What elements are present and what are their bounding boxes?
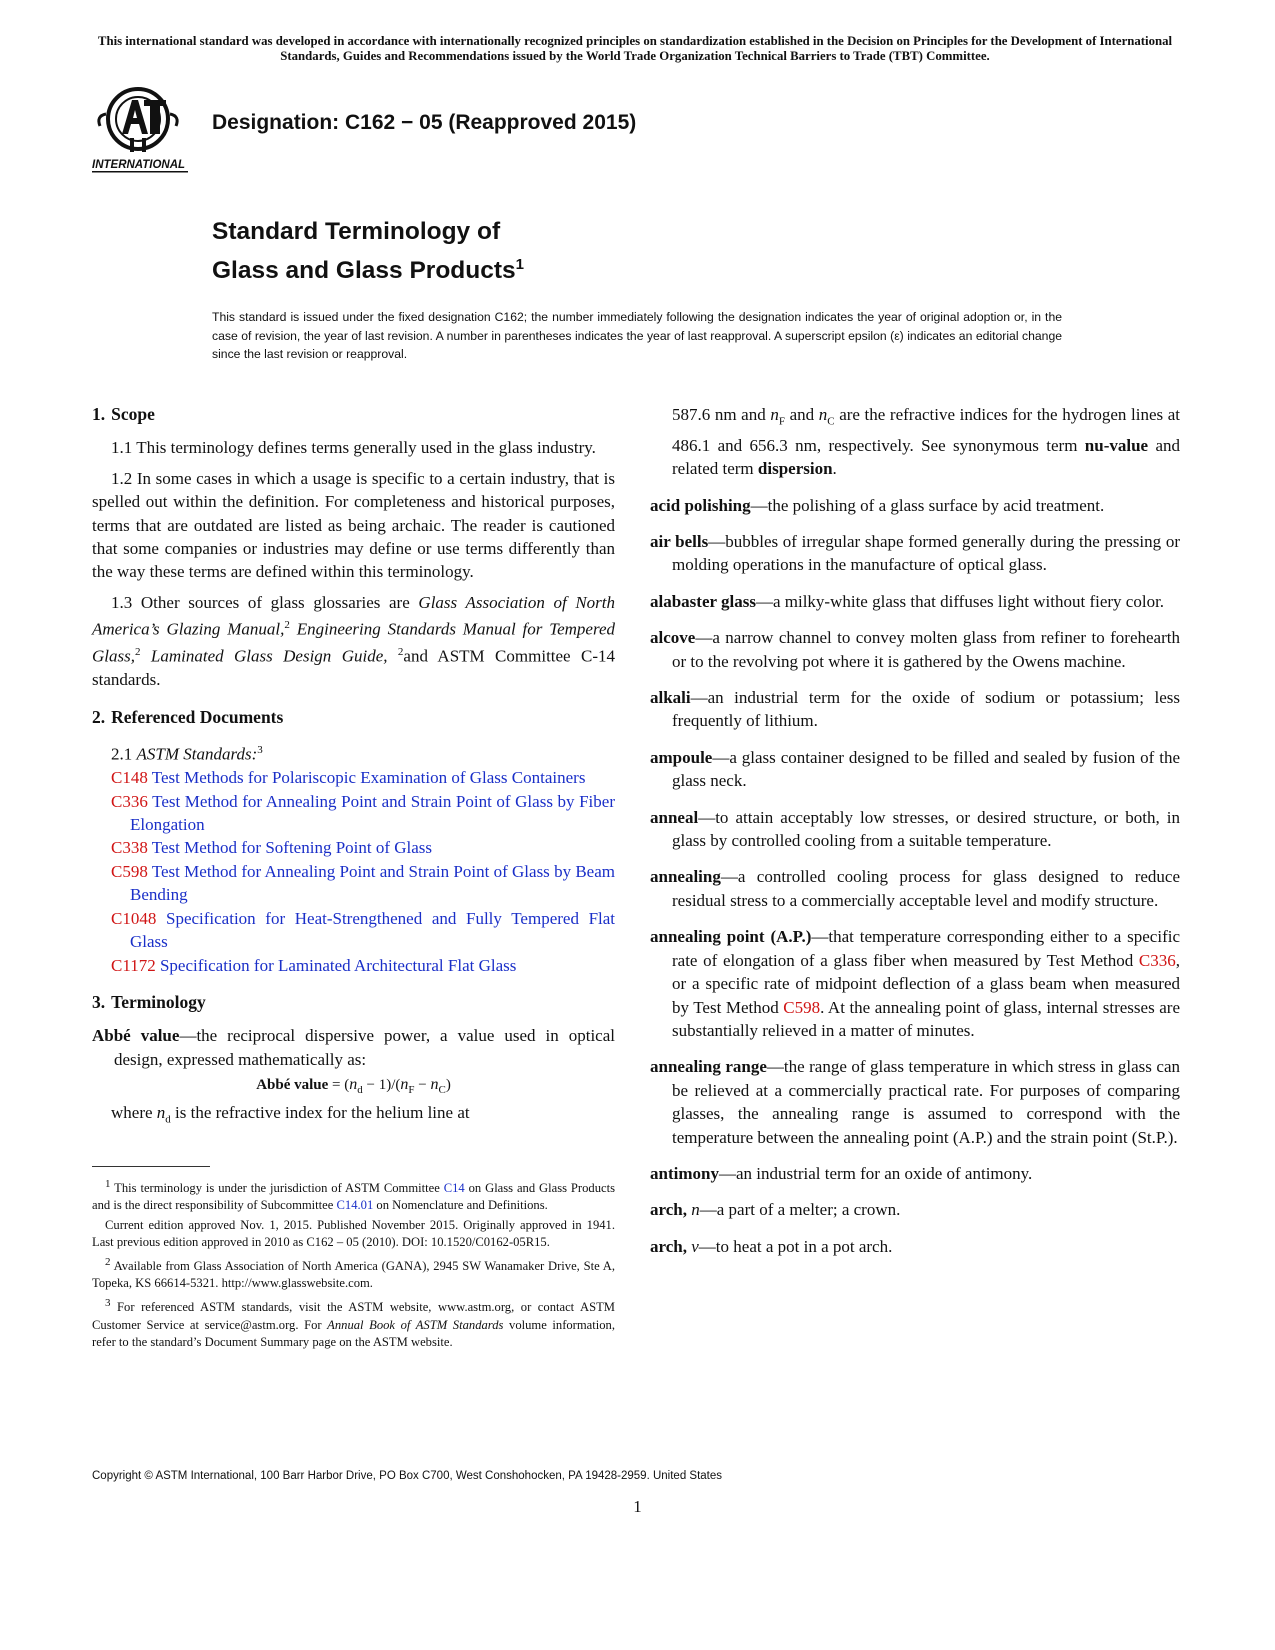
term-entry: air bells—bubbles of irregular shape formed generally during the pressing or molding operations in the manufacture of optical glass.	[650, 532, 1180, 575]
wto-notice: This international standard was developed in accordance with internationally recognized principles on standardization established in the Decision on Principles for the Development of International Standards, Guides and Recommendations issued by the World Trade Organization Technical Barriers to Trade (TBT) Committee.	[97, 34, 1173, 63]
title-line-1: Standard Terminology of	[212, 218, 501, 245]
copyright: Copyright © ASTM International, 100 Barr Harbor Drive, PO Box C700, West Conshohocken, PA 19428-2959. United States	[92, 1470, 723, 1482]
term-entry: antimony—an industrial term for an oxide of antimony.	[650, 1163, 1033, 1183]
section-referenced-heading: 2. Referenced Documents	[92, 706, 284, 727]
footnotes	[92, 1176, 615, 1354]
term-entry: alkali—an industrial term for the oxide of sodium or potassium; less frequently of lithium.	[650, 688, 1180, 731]
left-column	[92, 403, 615, 1138]
reference-item[interactable]: C598 Test Method for Annealing Point and Strain Point of Glass by Beam Bending	[111, 861, 615, 905]
abbe-continuation: 587.6 nm and $n_F$ and $n_C$ are the refractive indices for the hydrogen lines at 486.1 and 656.3 nm, respectively. See synonymous term nu-value and related term dispersion.	[672, 405, 1180, 479]
title-footnote-ref: 1	[515, 256, 524, 273]
reference-item[interactable]: C336 Test Method for Annealing Point and Strain Point of Glass by Fiber Elongation	[111, 791, 615, 835]
footnote-1-edition: Current edition approved Nov. 1, 2015. Published November 2015. Originally approved in 1941. Last previous edition approved in 2010 as C162 – 05 (2010). DOI: 10.1520/C0162-05R15.	[92, 1218, 615, 1250]
footnote-divider	[92, 1166, 210, 1167]
title-line-2: Glass and Glass Products$^1$	[212, 256, 524, 285]
footnote-1: $^1$ This terminology is under the jurisdiction of ASTM Committee C14 on Glass and Glass Products and is the direct responsibility of Subcommittee C14.01 on Nomenclature and Definitions.	[92, 1178, 615, 1213]
footnote-link-c14[interactable]: C14	[443, 1181, 465, 1196]
right-column	[650, 403, 1180, 1271]
scope-paragraph-3: 1.3 Other sources of glass glossaries are Glass Association of North America’s Glazing Manual,$^2$ Engineering Standards Manual for Tempered Glass,$^2$ Laminated Glass Design Guide, $^2$and ASTM Committee C-14 standards.	[92, 592, 616, 690]
section-scope-heading: 1. Scope	[92, 404, 155, 424]
referenced-list	[92, 739, 615, 977]
scope-paragraph-1: 1.1 This terminology defines terms generally used in the glass industry.	[111, 438, 596, 458]
term-entry: ampoule—a glass container designed to be filled and sealed by fusion of the glass neck.	[650, 747, 1180, 791]
term-entry: acid polishing—the polishing of a glass surface by acid treatment.	[650, 495, 1105, 515]
term-entry: annealing—a controlled cooling process for glass designed to reduce residual stress to a commercially acceptable level and modify structure.	[650, 867, 1180, 910]
reference-item[interactable]: C148 Test Methods for Polariscopic Examination of Glass Containers	[111, 768, 586, 788]
logo-text: INTERNATIONAL	[92, 159, 186, 171]
reference-item[interactable]: C1048 Specification for Heat-Strengthened and Fully Tempered Flat Glass	[111, 908, 616, 952]
reference-item[interactable]: C338 Test Method for Softening Point of Glass	[111, 838, 433, 858]
link-c598[interactable]: C598	[783, 997, 821, 1017]
term-annealing-point: annealing point (A.P.)—that temperature corresponding either to a specific rate of elongation of a glass fiber when measured by Test Method C336, or a specific rate of midpoint deflection of a glass beam when measured by Test Method C598. At the annealing point of glass, internal stresses are substantially relieved in a matter of minutes.	[650, 927, 1181, 1040]
term-entry: alabaster glass—a milky-white glass that diffuses light without fiery color.	[650, 591, 1165, 611]
page-title	[212, 215, 524, 287]
scope-paragraph-2: 1.2 In some cases in which a usage is specific to a certain industry, that is spelled out within the definition. For completeness and historical purposes, terms that are outdated are listed as being archaic. The reader is cautioned that some companies or industries may define or use terms differently than the way these terms are defined within this terminology.	[92, 468, 615, 582]
designation: Designation: C162 − 05 (Reapproved 2015)	[212, 111, 637, 134]
term-arch-noun: arch, n—a part of a melter; a crown.	[650, 1200, 901, 1220]
abbe-where: where $n_d$ is the refractive index for the helium line at	[111, 1102, 470, 1125]
astm-standards-label: 2.1 ASTM Standards:$^3$	[111, 744, 263, 764]
term-entry: anneal—to attain acceptably low stresses, or desired structure, or both, in glass by controlled cooling from a suitable temperature.	[650, 807, 1180, 851]
astm-international-logo	[92, 86, 202, 178]
term-entry: alcove—a narrow channel to convey molten glass from refiner to forehearth or to the revolving pot where it is gathered by the Owens machine.	[650, 628, 1180, 671]
page-number: 1	[633, 1497, 642, 1516]
footnote-link-c1401[interactable]: C14.01	[336, 1198, 374, 1213]
link-c336[interactable]: C336	[1138, 950, 1176, 970]
section-terminology-heading: 3. Terminology	[92, 991, 206, 1012]
issued-note: This standard is issued under the fixed designation C162; the number immediately following the designation indicates the year of original adoption or, in the case of revision, the year of last revision. A number in parentheses indicates the year of last reapproval. A superscript epsilon (ε) indicates an editorial change since the last revision or reapproval.	[212, 310, 1062, 361]
term-abbe-value: Abbé value—the reciprocal dispersive power, a value used in optical design, expressed mathematically as:	[92, 1026, 615, 1069]
term-entry: annealing range—the range of glass temperature in which stress in glass can be relieved at a commercially practical rate. For purposes of comparing glasses, the annealing range is assumed to correspond with the temperature between the annealing point (A.P.) and the strain point (St.P.).	[650, 1057, 1180, 1147]
footnote-2: $^2$ Available from Glass Association of North America (GANA), 2945 SW Wanamaker Drive, Ste A, Topeka, KS 66614-5321. http://www.glasswebsite.com.	[92, 1256, 615, 1291]
reference-item[interactable]: C1172 Specification for Laminated Architectural Flat Glass	[111, 955, 517, 975]
astm-logo-icon	[92, 86, 202, 178]
abbe-formula: Abbé value = $(n_d - 1)/(n_F - n_C)$	[256, 1076, 451, 1097]
term-arch-verb: arch, v—to heat a pot in a pot arch.	[650, 1236, 893, 1256]
footnote-3: $^3$ For referenced ASTM standards, visit the ASTM website, www.astm.org, or contact ASTM Customer Service at service@astm.org. For Annual Book of ASTM Standards volume information, refer to the standard’s Document Summary page on the ASTM website.	[92, 1297, 615, 1349]
